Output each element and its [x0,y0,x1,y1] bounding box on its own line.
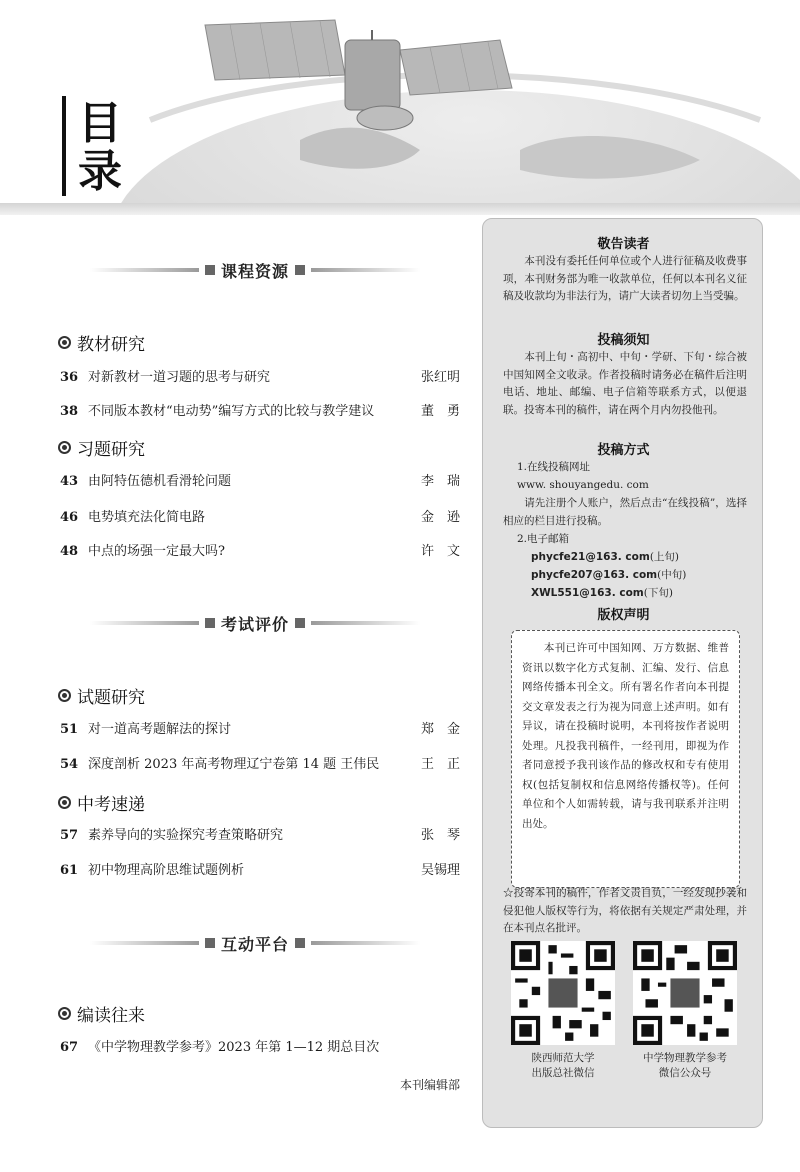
online-label: 1.在线投稿网址 [517,461,591,473]
article-author: 张红明 [420,370,460,385]
email-row [531,567,775,585]
online-url-link[interactable]: www. shouyangedu. com [517,479,649,491]
toc-entry[interactable] [60,1038,460,1058]
editorial-signature: 本刊编辑部 [399,1078,460,1092]
toc-entry[interactable] [60,472,460,492]
article-title: 《中学物理教学参考》2023 年第 1—12 期总目次 [88,1040,380,1055]
page-number: 38 [60,404,79,419]
article-author: 许 文 [420,544,460,559]
qr-caption-line: 中学物理教学参考 [643,1052,727,1064]
qr-code-wechat-account[interactable] [633,941,737,1045]
online-instructions: 请先注册个人账户，然后点击“在线投稿”，选择相应的栏目进行投稿。 [503,497,747,527]
article-title: 由阿特伍德机看滑轮问题 [88,474,232,489]
category-exercise-research [58,435,145,459]
section-heading-course-resources [90,259,420,281]
email-label: 2.电子邮箱 [517,533,570,545]
page-number: 57 [60,828,79,843]
page-number: 54 [60,757,79,772]
bullet-icon [58,1007,71,1020]
bullet-icon [58,336,71,349]
page-number: 48 [60,544,79,559]
email-link[interactable]: phycfe207@163. com [531,569,658,581]
article-author: 张 琴 [420,828,460,843]
toc-entry[interactable] [60,861,460,881]
notice-heading: 敬告读者 [597,237,650,252]
email-note: (上旬) [649,551,680,563]
toc-entry[interactable] [60,755,460,775]
page-number: 43 [60,474,79,489]
page-number: 36 [60,370,79,385]
article-author: 董 勇 [420,404,460,419]
notice-text: 本刊没有委托任何单位或个人进行征稿及收费事项，本刊财务部为唯一收款单位，任何以本刊名义征稿及收款均为非法行为，请广大读者切勿上当受骗。 [503,255,747,302]
header-divider [0,203,800,215]
email-link[interactable]: XWL551@163. com [531,587,644,599]
bullet-icon [58,441,71,454]
email-row [531,549,775,567]
category-label: 习题研究 [77,439,145,460]
category-label: 中考速递 [77,794,145,815]
bullet-icon [58,689,71,702]
submission-heading: 投稿须知 [597,333,650,348]
copyright-notice-box: 本刊已许可中国知网、万方数据、维普资讯以数字化方式复制、汇编、发行、信息网络传播本刊全文。所有署名作者向本刊提交文章发表之行为视为同意上述声明。如有异议，请在投稿时说明，本刊将按作者说明处理。凡投我刊稿件，一经刊用，即视为作者同意授予我刊该作品的修改权和专有使用权(包括复制权和信息网络传播权等)。任何单位和个人如需转载，请与我刊联系并注明出处。 [511,630,740,888]
article-author: 金 逊 [420,510,460,525]
article-author: 吴锡理 [420,863,460,878]
article-title: 初中物理高阶思维试题例析 [88,863,245,878]
toc-entry[interactable] [60,826,460,846]
category-high-school-entrance-exam [58,790,145,814]
header-banner [0,0,800,215]
article-title: 素养导向的实验探究考查策略研究 [88,828,284,843]
toc-entry[interactable] [60,402,460,422]
warning-text: ☆投寄本刊的稿件，作者文责自负，一经发现抄袭和侵犯他人版权等行为，将依据有关规定严肃处理，并在本刊点名批评。 [503,887,747,934]
qr-caption-publisher [498,1051,628,1081]
toc-entry[interactable] [60,508,460,528]
category-exam-question-research [58,683,145,707]
category-label: 编读往来 [77,1005,145,1026]
page-number: 67 [60,1040,79,1055]
email-note: (中旬) [657,569,687,581]
toc-entry[interactable] [60,542,460,562]
qr-code-publisher[interactable] [511,941,615,1045]
bullet-icon [58,796,71,809]
article-author: 李 瑞 [420,474,460,489]
page-number: 51 [60,722,79,737]
title-char-1: 目 [78,98,122,149]
article-title: 不同版本教材“电动势”编写方式的比较与教学建议 [88,404,375,419]
article-title: 中点的场强一定最大吗? [88,544,225,559]
category-editor-reader [58,1001,145,1025]
section-heading-label: 互动平台 [221,934,290,954]
section-heading-label: 考试评价 [221,614,290,634]
email-note: (下旬) [643,587,673,599]
email-link[interactable]: phycfe21@163. com [531,551,650,563]
toc-entry[interactable] [60,368,460,388]
article-title: 深度剖析 2023 年高考物理辽宁卷第 14 题 王伟民 [88,757,380,772]
qr-caption-wechat [620,1051,750,1081]
page-number: 61 [60,863,79,878]
article-title: 对新教材一道习题的思考与研究 [88,370,271,385]
article-author: 郑 金 [420,722,460,737]
copyright-heading: 版权声明 [597,608,650,623]
section-heading-exam-evaluation [90,612,420,634]
category-label: 教材研究 [77,334,145,355]
page-title [62,96,134,196]
toc-entry[interactable] [60,720,460,740]
submission-method-heading: 投稿方式 [597,443,650,458]
article-title: 对一道高考题解法的探讨 [88,722,232,737]
article-author: 王 正 [420,757,460,772]
email-row [531,585,775,603]
section-heading-interactive-platform [90,932,420,954]
category-textbook-research [58,330,145,354]
category-label: 试题研究 [77,687,145,708]
qr-caption-line: 陕西师范大学 [531,1052,595,1064]
qr-caption-line: 出版总社微信 [531,1067,595,1079]
qr-caption-line: 微信公众号 [658,1067,712,1079]
article-title: 电势填充法化简电路 [88,510,206,525]
title-char-2: 录 [78,146,122,197]
section-heading-label: 课程资源 [221,261,290,281]
notice-sidebar [482,218,763,1128]
page-number: 46 [60,510,79,525]
submission-text: 本刊上旬・高初中、中旬・学研、下旬・综合被中国知网全文收录。作者投稿时请务必在稿件后注明电话、地址、邮编、电子信箱等联系方式，以便退联。投寄本刊的稿件，请在两个月内勿投他刊。 [503,351,747,416]
